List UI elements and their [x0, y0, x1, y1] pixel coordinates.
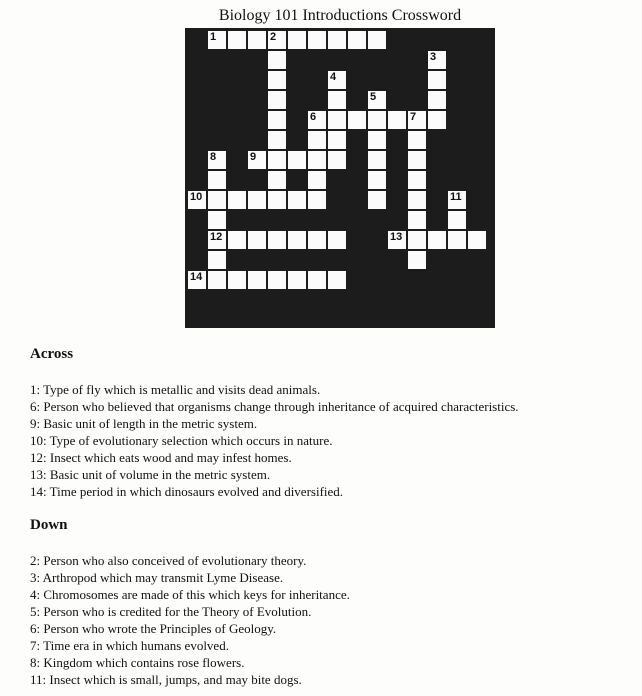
grid-cell [288, 231, 306, 249]
grid-cell [428, 231, 446, 249]
grid-cell [308, 111, 326, 129]
grid-cell [248, 151, 266, 169]
grid-cell [368, 191, 386, 209]
grid-cell [328, 271, 346, 289]
grid-cell [308, 231, 326, 249]
grid-cell [208, 31, 226, 49]
grid-cell [348, 111, 366, 129]
grid-cell [328, 31, 346, 49]
cell-number: 10 [190, 191, 203, 203]
cell-number: 2 [270, 31, 277, 43]
clue-down-8: 8: Kingdom which contains rose flowers. [30, 655, 245, 670]
grid-cell [308, 31, 326, 49]
grid-cell [228, 191, 246, 209]
grid-cell [268, 91, 286, 109]
grid-cell [288, 271, 306, 289]
grid-cell [388, 231, 406, 249]
clue-down-5: 5: Person who is credited for the Theory of Evolution. [30, 604, 312, 619]
grid-cell [408, 151, 426, 169]
grid-cell [228, 271, 246, 289]
cell-number: 7 [410, 111, 417, 123]
cell-number: 12 [210, 231, 223, 243]
grid-cell [448, 191, 466, 209]
across-heading: Across [30, 346, 74, 362]
grid-cell [248, 191, 266, 209]
cell-number: 8 [210, 151, 217, 163]
grid-cell [288, 31, 306, 49]
grid-cell [268, 231, 286, 249]
grid-cell [408, 211, 426, 229]
grid-cell [268, 151, 286, 169]
down-clue-list [30, 552, 350, 688]
clue-across-9: 9: Basic unit of length in the metric system. [30, 416, 258, 431]
grid-cell [308, 191, 326, 209]
grid-cell [268, 191, 286, 209]
grid-cell [208, 251, 226, 269]
clue-across-14: 14: Time period in which dinosaurs evolved and diversified. [30, 484, 344, 499]
grid-cell [408, 251, 426, 269]
cell-number: 3 [430, 51, 437, 63]
grid-cell [368, 91, 386, 109]
grid-cell [408, 131, 426, 149]
grid-cell [328, 231, 346, 249]
cell-number: 13 [390, 231, 403, 243]
grid-cell [228, 31, 246, 49]
grid-cell [328, 111, 346, 129]
cell-number: 1 [210, 31, 217, 43]
puzzle-title: Biology 101 Introductions Crossword [218, 7, 462, 24]
grid-cell [408, 231, 426, 249]
grid-cell [388, 111, 406, 129]
grid-cell [448, 231, 466, 249]
grid-cell [328, 131, 346, 149]
grid-cell [208, 231, 226, 249]
grid-cell [308, 131, 326, 149]
grid-cell [428, 111, 446, 129]
cell-number: 4 [330, 71, 337, 83]
grid-cell [428, 71, 446, 89]
grid-cell [448, 211, 466, 229]
clue-down-11: 11: Insect which is small, jumps, and may bite dogs. [30, 672, 302, 687]
cell-number: 5 [370, 91, 377, 103]
grid-cell [368, 111, 386, 129]
grid-cell [208, 191, 226, 209]
grid-cell [248, 231, 266, 249]
grid-cell [268, 131, 286, 149]
grid-cell [248, 31, 266, 49]
grid-cell [428, 51, 446, 69]
grid-cell [228, 231, 246, 249]
grid-cell [368, 131, 386, 149]
clue-across-6: 6: Person who believed that organisms change through inheritance of acquired characteristics. [30, 399, 519, 414]
down-heading: Down [30, 517, 68, 533]
grid-cell [348, 31, 366, 49]
grid-cell [268, 31, 286, 49]
clue-across-12: 12: Insect which eats wood and may infest homes. [30, 450, 292, 465]
cell-number: 9 [250, 151, 257, 163]
grid-cell [408, 191, 426, 209]
clue-across-10: 10: Type of evolutionary selection which occurs in nature. [30, 433, 333, 448]
clue-down-2: 2: Person who also conceived of evolutionary theory. [30, 553, 307, 568]
grid-cell [328, 91, 346, 109]
clue-across-1: 1: Type of fly which is metallic and visits dead animals. [30, 382, 321, 397]
grid-cell [328, 151, 346, 169]
across-clue-list [30, 381, 519, 500]
clue-across-13: 13: Basic unit of volume in the metric system. [30, 467, 271, 482]
grid-cell [268, 51, 286, 69]
grid-cell [288, 191, 306, 209]
grid-cell [368, 151, 386, 169]
grid-cell [188, 271, 206, 289]
grid-cell [208, 171, 226, 189]
clue-down-6: 6: Person who wrote the Principles of Geology. [30, 621, 277, 636]
grid-cell [248, 271, 266, 289]
cell-number: 14 [190, 271, 203, 283]
grid-cell [208, 151, 226, 169]
grid-cell [188, 191, 206, 209]
grid-cell [468, 231, 486, 249]
grid-cell [428, 91, 446, 109]
grid-cell [268, 71, 286, 89]
grid-cell [408, 111, 426, 129]
grid-cell [288, 151, 306, 169]
grid-cell [208, 211, 226, 229]
grid-cell [368, 31, 386, 49]
grid-cell [268, 271, 286, 289]
grid-cell [208, 271, 226, 289]
grid-cell [308, 171, 326, 189]
clue-down-7: 7: Time era in which humans evolved. [30, 638, 229, 653]
grid-cell [308, 271, 326, 289]
grid-cell [368, 171, 386, 189]
grid-cell [328, 71, 346, 89]
clue-down-4: 4: Chromosomes are made of this which keys for inheritance. [30, 587, 350, 602]
clue-down-3: 3: Arthropod which may transmit Lyme Disease. [30, 570, 284, 585]
grid-cell [308, 151, 326, 169]
cell-number: 6 [310, 111, 317, 123]
grid-cell [268, 171, 286, 189]
grid-cell [268, 111, 286, 129]
crossword-grid [185, 28, 495, 328]
cell-number: 11 [450, 191, 462, 203]
grid-cell [408, 171, 426, 189]
